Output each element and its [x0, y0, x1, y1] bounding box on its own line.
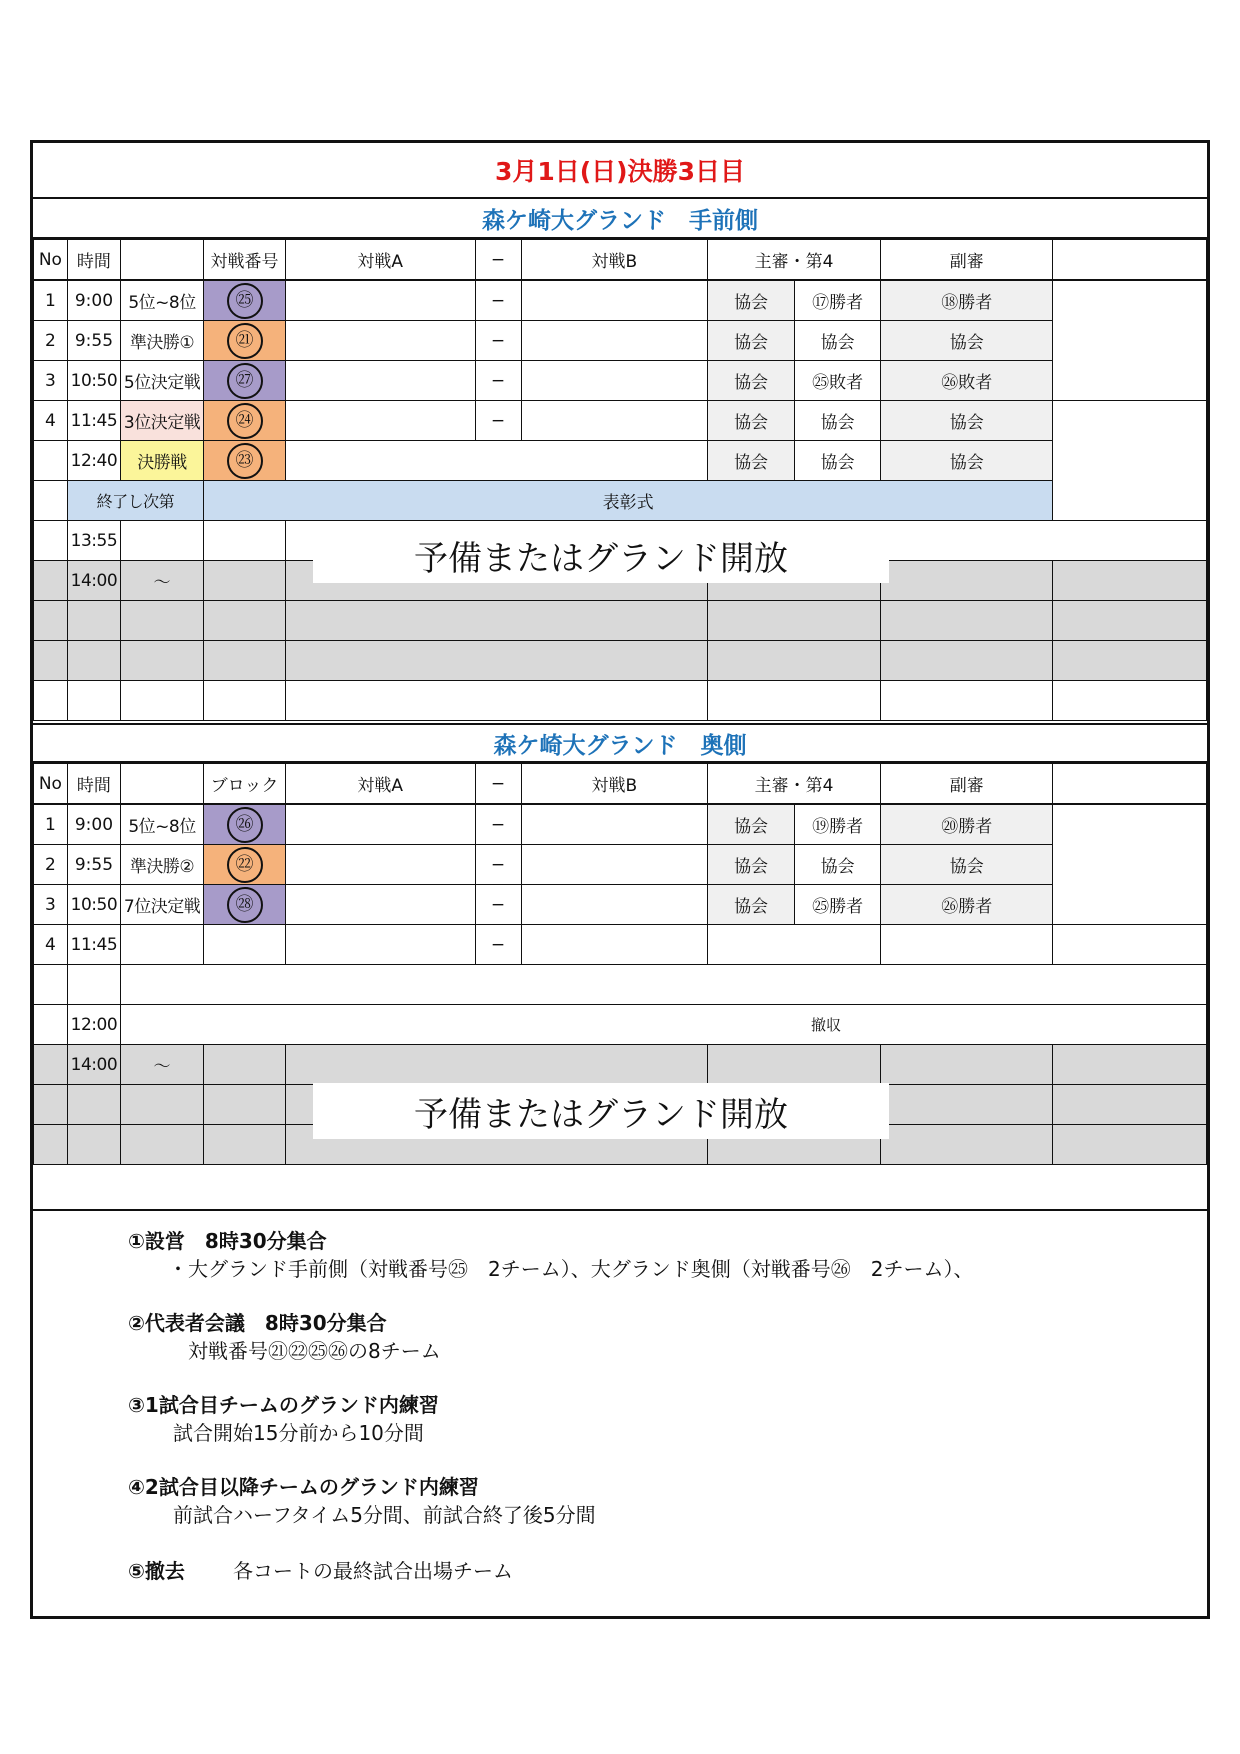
header-match-number: 対戦番号	[204, 240, 286, 281]
blank-cell	[881, 561, 1053, 601]
match-number: ㉘	[227, 887, 263, 923]
blank-cell	[34, 601, 68, 641]
final-teams-cell	[285, 441, 707, 481]
table-row	[34, 401, 1207, 441]
blank-cell	[881, 1045, 1053, 1085]
row-label: 決勝戦	[121, 441, 204, 481]
blank-cell	[1053, 561, 1207, 601]
match-number-cell	[204, 885, 286, 925]
match-number-cell	[204, 441, 286, 481]
referee-2: ⑲勝者	[795, 804, 881, 845]
row-label: 5位決定戦	[121, 361, 204, 401]
table-row	[34, 845, 1207, 885]
withdraw-label: 撤収	[121, 1005, 1207, 1045]
reserve-time: 14:00	[67, 1045, 120, 1085]
blank-cell	[121, 965, 1207, 1005]
table-row	[34, 280, 1207, 321]
row-time: 9:55	[67, 321, 120, 361]
blank-cell	[1053, 1125, 1207, 1165]
blank-cell	[708, 681, 881, 721]
row-label: 準決勝②	[121, 845, 204, 885]
team-b-cell	[521, 804, 707, 845]
referee-cell	[708, 925, 881, 965]
assistant-referee: 協会	[881, 845, 1053, 885]
match-number: ㉖	[227, 807, 263, 843]
section2-header-row	[34, 764, 1207, 805]
table-row	[34, 804, 1207, 845]
blank-cell	[121, 1085, 204, 1125]
match-number: ㉔	[227, 403, 263, 439]
match-number-cell	[204, 925, 286, 965]
team-b-cell	[521, 321, 707, 361]
assistant-referee: 協会	[881, 321, 1053, 361]
team-a-cell	[285, 401, 475, 441]
row-label: 3位決定戦	[121, 401, 204, 441]
reserve-row	[34, 641, 1207, 681]
table-row	[34, 361, 1207, 401]
header-no: No	[34, 764, 68, 805]
extra-cell	[1053, 401, 1207, 521]
blank-cell	[34, 641, 68, 681]
referee-1: 協会	[708, 845, 795, 885]
blank-cell	[881, 1085, 1053, 1125]
referee-1: 協会	[708, 401, 795, 441]
match-number-cell	[204, 361, 286, 401]
reserve-row	[34, 1045, 1207, 1085]
table-row	[34, 321, 1207, 361]
header-extra	[1053, 240, 1207, 281]
row-no	[34, 441, 68, 481]
referee-2: 協会	[795, 845, 881, 885]
match-number-cell	[204, 321, 286, 361]
row-time: 11:45	[67, 401, 120, 441]
empty-row	[34, 681, 1207, 721]
blank-cell	[34, 1045, 68, 1085]
blank-cell	[67, 1085, 120, 1125]
team-a-cell	[285, 280, 475, 321]
row-time: 9:00	[67, 804, 120, 845]
blank-cell	[1053, 1045, 1207, 1085]
match-number: ㉓	[227, 443, 263, 479]
header-assistant: 副審	[881, 764, 1053, 805]
blank-cell	[204, 681, 286, 721]
blank-cell	[285, 641, 707, 681]
assistant-referee: 協会	[881, 401, 1053, 441]
referee-1: 協会	[708, 441, 795, 481]
header-referee: 主審・第4	[708, 764, 881, 805]
blank-cell	[67, 681, 120, 721]
assistant-referee: ㉖勝者	[881, 885, 1053, 925]
team-a-cell	[285, 804, 475, 845]
header-blank	[121, 764, 204, 805]
versus-dash: −	[475, 401, 521, 441]
match-number-cell	[204, 401, 286, 441]
row-no: 4	[34, 925, 68, 965]
team-a-cell	[285, 845, 475, 885]
page-title: 3月1日(日)決勝3日目	[33, 143, 1207, 199]
reserve-row	[34, 601, 1207, 641]
note-body: ・大グランド手前側（対戦番号㉕ 2チーム）、大グランド奥側（対戦番号㉖ 2チーム）、	[168, 1257, 974, 1281]
section1-table	[33, 239, 1207, 721]
blank-cell	[67, 1125, 120, 1165]
assistant-referee: ㉖敗者	[881, 361, 1053, 401]
blank-cell	[121, 1125, 204, 1165]
empty-row	[34, 965, 1207, 1005]
note-body: 各コートの最終試合出場チーム	[233, 1559, 513, 1583]
header-time: 時間	[67, 764, 120, 805]
blank-cell	[34, 965, 68, 1005]
note-body: 前試合ハーフタイム5分間、前試合終了後5分間	[173, 1503, 596, 1527]
blank-cell	[285, 1045, 707, 1085]
ceremony-timing: 終了し次第	[67, 481, 203, 521]
team-b-cell	[521, 845, 707, 885]
row-time: 9:55	[67, 845, 120, 885]
blank-cell	[34, 681, 68, 721]
row-label	[121, 925, 204, 965]
header-team-a: 対戦A	[285, 764, 475, 805]
blank-cell	[881, 681, 1053, 721]
section2-reserve-banner: 予備またはグランド開放	[313, 1083, 889, 1139]
section1-header-row	[34, 240, 1207, 281]
note-heading: ④2試合目以降チームのグランド内練習	[128, 1475, 479, 1499]
row-label: 5位~8位	[121, 804, 204, 845]
section1-title: 森ケ崎大グランド 手前側	[33, 199, 1207, 239]
header-assistant: 副審	[881, 240, 1053, 281]
row-time: 10:50	[67, 361, 120, 401]
header-block: ブロック	[204, 764, 286, 805]
extra-cell	[1053, 925, 1207, 965]
referee-2: ㉕勝者	[795, 885, 881, 925]
match-number: ㉑	[227, 323, 263, 359]
assistant-referee: ⑱勝者	[881, 280, 1053, 321]
ceremony-row	[34, 481, 1207, 521]
note-heading: ①設営 8時30分集合	[128, 1229, 327, 1253]
assistant-referee: ⑳勝者	[881, 804, 1053, 845]
blank-cell	[708, 1045, 881, 1085]
versus-dash: −	[475, 321, 521, 361]
blank-cell	[204, 1085, 286, 1125]
section1-reserve-banner: 予備またはグランド開放	[313, 527, 889, 583]
blank-cell	[34, 561, 68, 601]
team-b-cell	[521, 361, 707, 401]
referee-2: 協会	[795, 441, 881, 481]
table-row	[34, 925, 1207, 965]
match-number: ㉗	[227, 363, 263, 399]
ceremony-label: 表彰式	[204, 481, 1053, 521]
schedule-sheet	[30, 140, 1210, 1619]
referee-2: 協会	[795, 401, 881, 441]
row-label: 5位~8位	[121, 280, 204, 321]
assistant-referee	[881, 925, 1053, 965]
referee-1: 協会	[708, 280, 795, 321]
row-label: 7位決定戦	[121, 885, 204, 925]
team-b-cell	[521, 280, 707, 321]
team-a-cell	[285, 885, 475, 925]
row-time: 12:40	[67, 441, 120, 481]
table-row	[34, 441, 1207, 481]
blank-cell	[881, 1125, 1053, 1165]
row-time: 9:00	[67, 280, 120, 321]
header-team-b: 対戦B	[521, 764, 707, 805]
versus-dash: −	[475, 804, 521, 845]
reserve-time: 14:00	[67, 561, 120, 601]
versus-dash: −	[475, 845, 521, 885]
versus-dash: −	[475, 925, 521, 965]
team-a-cell	[285, 361, 475, 401]
row-no	[34, 481, 68, 521]
blank-cell	[204, 641, 286, 681]
extra-cell	[1053, 280, 1207, 401]
versus-dash: −	[475, 885, 521, 925]
team-b-cell	[521, 925, 707, 965]
header-team-a: 対戦A	[285, 240, 475, 281]
blank-cell	[34, 1005, 68, 1045]
blank-cell	[1053, 641, 1207, 681]
match-number-cell	[204, 804, 286, 845]
blank-cell	[881, 641, 1053, 681]
versus-dash: −	[475, 361, 521, 401]
row-no: 1	[34, 280, 68, 321]
header-dash: −	[475, 240, 521, 281]
match-number: ㉒	[227, 847, 263, 883]
blank-cell	[1053, 1085, 1207, 1125]
team-b-cell	[521, 885, 707, 925]
header-team-b: 対戦B	[521, 240, 707, 281]
row-no	[34, 521, 68, 561]
withdraw-time: 13:55	[67, 521, 120, 561]
blank-cell	[708, 641, 881, 681]
table-row	[34, 885, 1207, 925]
withdraw-time: 12:00	[67, 1005, 120, 1045]
blank-cell	[204, 601, 286, 641]
row-no: 4	[34, 401, 68, 441]
header-time: 時間	[67, 240, 120, 281]
team-a-cell	[285, 321, 475, 361]
referee-1: 協会	[708, 321, 795, 361]
blank-cell	[1053, 681, 1207, 721]
match-number: ㉕	[227, 283, 263, 319]
blank-cell	[121, 641, 204, 681]
blank-cell	[204, 561, 286, 601]
row-no: 2	[34, 845, 68, 885]
versus-dash: −	[475, 280, 521, 321]
row-no: 3	[34, 361, 68, 401]
header-dash: −	[475, 764, 521, 805]
blank-cell	[1053, 601, 1207, 641]
note-body: 対戦番号㉑㉒㉕㉖の8チーム	[188, 1339, 441, 1363]
row-no: 2	[34, 321, 68, 361]
note-heading: ③1試合目チームのグランド内練習	[128, 1393, 439, 1417]
reserve-tilde: 〜	[121, 561, 204, 601]
section2-title: 森ケ崎大グランド 奥側	[33, 723, 1207, 763]
row-no: 1	[34, 804, 68, 845]
notes-section	[33, 1209, 1207, 1583]
referee-2: ⑰勝者	[795, 280, 881, 321]
blank-cell	[121, 601, 204, 641]
blank-cell	[34, 1125, 68, 1165]
referee-2: 協会	[795, 321, 881, 361]
blank-cell	[121, 681, 204, 721]
team-a-cell	[285, 925, 475, 965]
match-number-cell	[204, 280, 286, 321]
team-b-cell	[521, 401, 707, 441]
referee-1: 協会	[708, 885, 795, 925]
blank-cell	[67, 965, 120, 1005]
blank-cell	[881, 601, 1053, 641]
blank-cell	[285, 601, 707, 641]
match-number-cell	[204, 845, 286, 885]
extra-cell	[1053, 804, 1207, 925]
blank-cell	[204, 1125, 286, 1165]
blank-cell	[121, 521, 204, 561]
header-extra	[1053, 764, 1207, 805]
referee-2: ㉕敗者	[795, 361, 881, 401]
header-referee: 主審・第4	[708, 240, 881, 281]
row-time: 10:50	[67, 885, 120, 925]
assistant-referee: 協会	[881, 441, 1053, 481]
row-no: 3	[34, 885, 68, 925]
blank-cell	[67, 641, 120, 681]
blank-cell	[204, 1045, 286, 1085]
withdraw-row	[34, 1005, 1207, 1045]
note-heading: ②代表者会議 8時30分集合	[128, 1311, 387, 1335]
row-label: 準決勝①	[121, 321, 204, 361]
blank-cell	[285, 681, 707, 721]
row-time: 11:45	[67, 925, 120, 965]
header-blank	[121, 240, 204, 281]
blank-cell	[708, 601, 881, 641]
blank-cell	[34, 1085, 68, 1125]
header-no: No	[34, 240, 68, 281]
referee-1: 協会	[708, 804, 795, 845]
note-heading: ⑤撤去	[128, 1559, 185, 1583]
reserve-tilde: 〜	[121, 1045, 204, 1085]
blank-cell	[204, 521, 286, 561]
referee-1: 協会	[708, 361, 795, 401]
note-body: 試合開始15分前から10分間	[173, 1421, 424, 1445]
blank-cell	[67, 601, 120, 641]
